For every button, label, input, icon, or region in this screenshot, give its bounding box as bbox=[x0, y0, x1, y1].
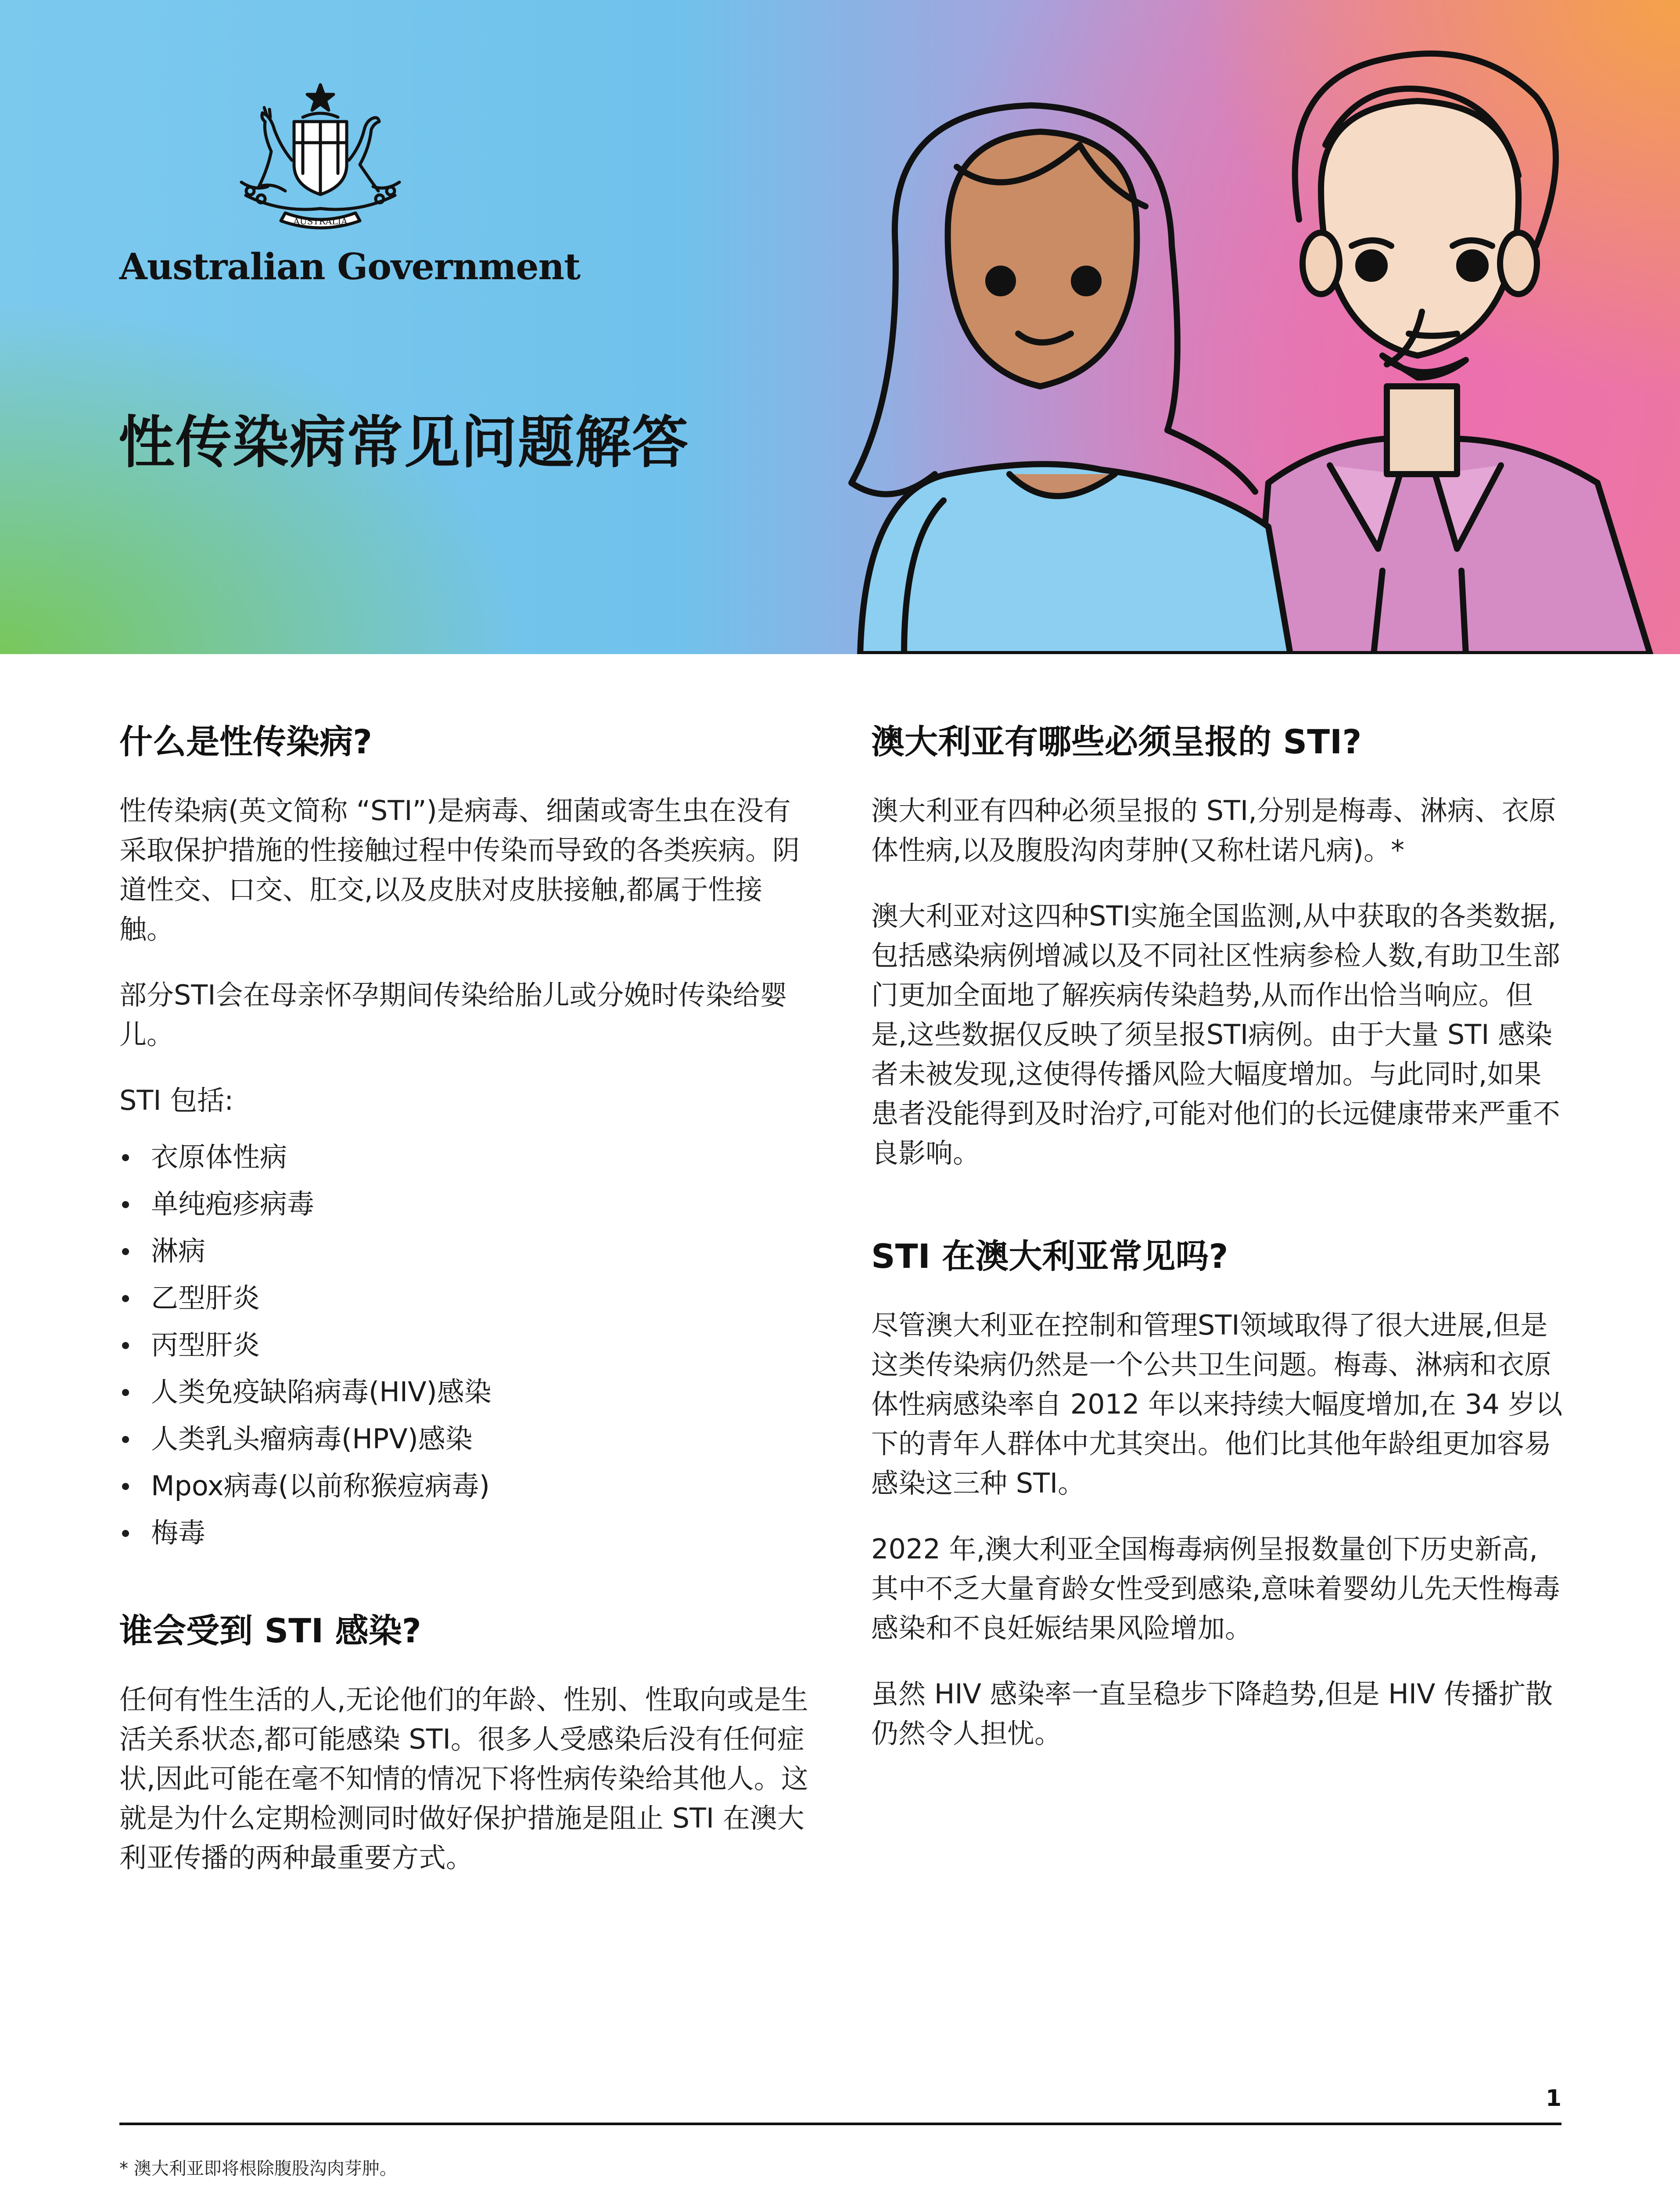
paragraph: 性传染病(英文简称 “STI”)是病毒、细菌或寄生虫在没有采取保护措施的性接触过程中传染而导致的各类疾病。阴道性交、口交、肛交,以及皮肤对皮肤接触,都属于性接触。 bbox=[119, 795, 800, 945]
header-banner bbox=[0, 0, 1680, 654]
paragraph: 部分STI会在母亲怀孕期间传染给胎儿或分娩时传染给婴儿。 bbox=[119, 979, 787, 1051]
paragraph: 2022 年,澳大利亚全国梅毒病例呈报数量创下历史新高,其中不乏大量育龄女性受到感染,意味着婴幼儿先天性梅毒感染和不良妊娠结果风险增加。 bbox=[871, 1533, 1560, 1644]
right-column bbox=[871, 720, 1565, 1780]
section-heading-who-gets-sti: 谁会受到 STI 感染? bbox=[119, 1611, 421, 1650]
paragraph: 虽然 HIV 感染率一直呈稳步下降趋势,但是 HIV 传播扩散仍然令人担忧。 bbox=[871, 1678, 1553, 1749]
footer-divider bbox=[119, 2123, 1562, 2125]
paragraph: 尽管澳大利亚在控制和管理STI领域取得了很大进展,但是这类传染病仍然是一个公共卫生问题。梅毒、淋病和衣原体性病感染率自 2012 年以来持续大幅度增加,在 34 岁以下的青年人群体中尤其突出。他们比其他年龄组更加容易感染这三种 STI。 bbox=[871, 1309, 1563, 1499]
list-item: 人类免疫缺陷病毒(HIV)感染 bbox=[119, 1368, 813, 1415]
list-item: 乙型肝炎 bbox=[119, 1274, 813, 1321]
government-name: Australian Government bbox=[119, 246, 581, 288]
australian-coat-of-arms-icon bbox=[215, 81, 426, 239]
list-intro: STI 包括: bbox=[119, 1084, 234, 1116]
paragraph: 澳大利亚对这四种STI实施全国监测,从中获取的各类数据,包括感染病例增减以及不同社区性病参检人数,有助卫生部门更加全面地了解疾病传染趋势,从而作出恰当响应。但是,这些数据仅反映了须呈报STI病例。由于大量 STI 感染者未被发现,这使得传播风险大幅度增加。与此同时,如果患者没能得到及时治疗,可能对他们的长远健康带来严重不良影响。 bbox=[871, 900, 1560, 1169]
paragraph: 任何有性生活的人,无论他们的年龄、性别、性取向或是生活关系状态,都可能感染 STI。很多人受感染后没有任何症状,因此可能在毫不知情的情况下将性病传染给其他人。这就是为什么定期检测同时做好保护措施是阻止 STI 在澳大利亚传播的两种最重要方式。 bbox=[119, 1684, 808, 1874]
section-heading-what-is-sti: 什么是性传染病? bbox=[119, 722, 373, 761]
paragraph: 澳大利亚有四种必须呈报的 STI,分别是梅毒、淋病、衣原体性病,以及腹股沟肉芽肿(又称杜诺凡病)。* bbox=[871, 795, 1556, 866]
page-number: 1 bbox=[1545, 2085, 1562, 2112]
section-heading-notifiable-sti: 澳大利亚有哪些必须呈报的 STI? bbox=[871, 722, 1362, 761]
section-heading-sti-common: STI 在澳大利亚常见吗? bbox=[871, 1237, 1228, 1276]
list-item: 单纯疱疹病毒 bbox=[119, 1180, 813, 1227]
list-item: 丙型肝炎 bbox=[119, 1321, 813, 1368]
list-item: 衣原体性病 bbox=[119, 1133, 813, 1180]
left-column bbox=[119, 720, 813, 1904]
svg-text:AUSTRALIA: AUSTRALIA bbox=[293, 216, 348, 227]
two-people-illustration bbox=[834, 0, 1680, 654]
list-item: 淋病 bbox=[119, 1227, 813, 1274]
sti-list bbox=[119, 1133, 813, 1556]
list-item: 梅毒 bbox=[119, 1509, 813, 1556]
list-item: Mpox病毒(以前称猴痘病毒) bbox=[119, 1462, 813, 1509]
page-title: 性传染病常见问题解答 bbox=[118, 410, 689, 475]
footnote: * 澳大利亚即将根除腹股沟肉芽肿。 bbox=[119, 2159, 397, 2179]
spacer bbox=[871, 1199, 1565, 1234]
list-item: 人类乳头瘤病毒(HPV)感染 bbox=[119, 1415, 813, 1462]
